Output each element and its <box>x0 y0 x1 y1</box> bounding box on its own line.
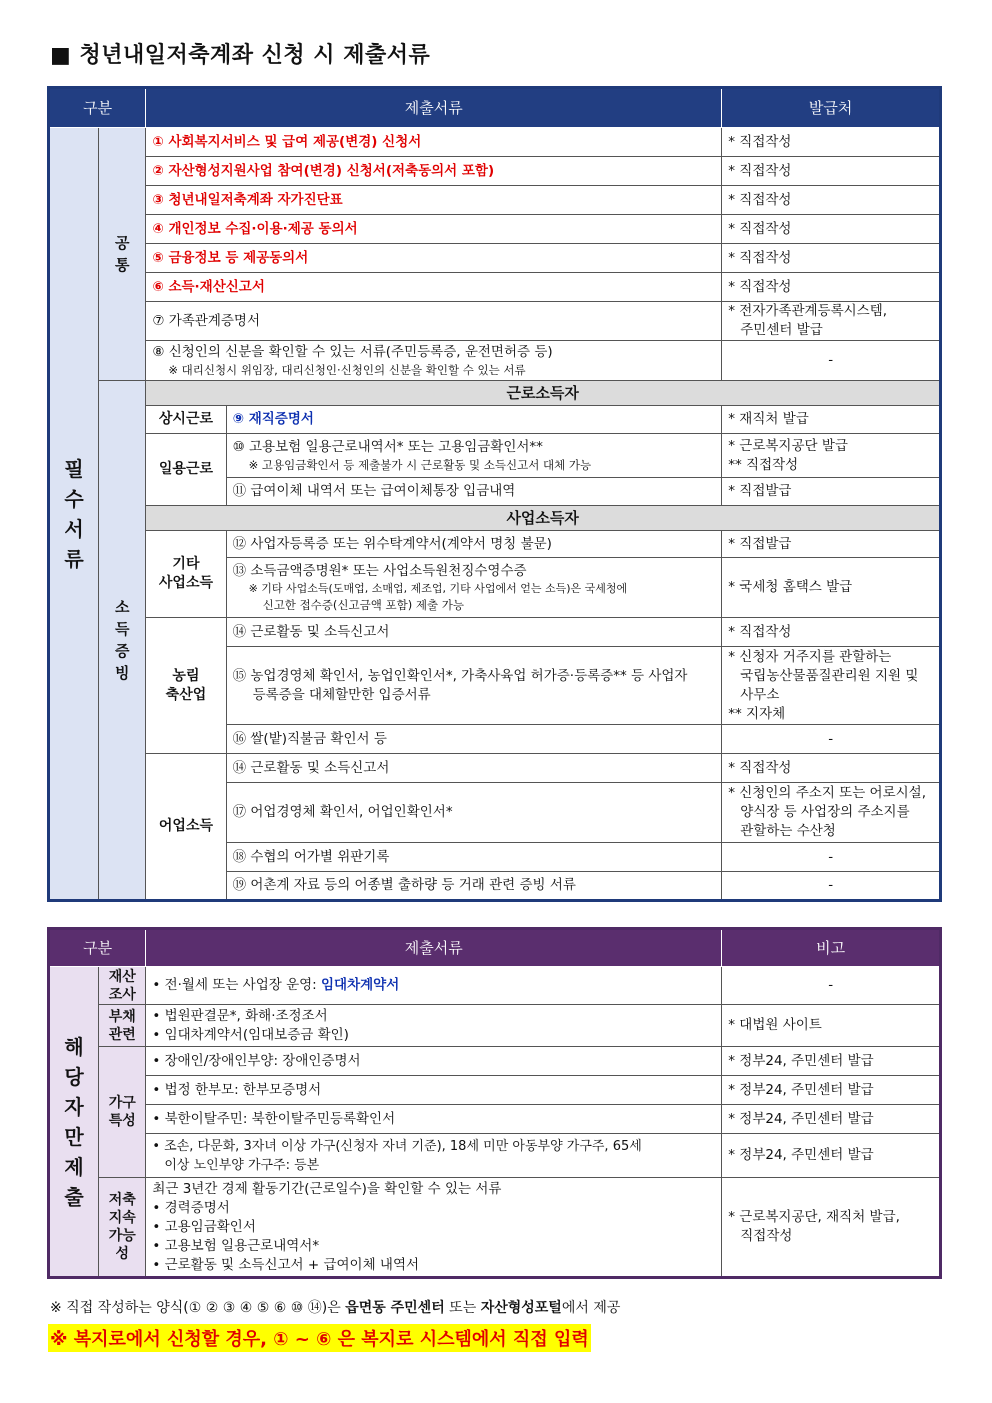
note-cell: * 정부24, 주민센터 발급 <box>722 1047 941 1076</box>
table-header-row <box>49 88 941 128</box>
category-applicable-only: 해당자만 제출 <box>49 967 99 1278</box>
issuer-cell: * 신청자 거주지를 관할하는 국립농산물품질관리원 지원 및 사무소 ** 지자체 <box>722 647 941 725</box>
note-cell: * 대법원 사이트 <box>722 1005 941 1047</box>
doc-cell: ⑩ 고용보험 일용근로내역서* 또는 고용임금확인서** ※ 고용임금확인서 등 제출불가 시 근로활동 및 소득신고서 대체 가능 <box>226 434 722 478</box>
issuer-cell: * 직접작성 <box>722 157 941 186</box>
required-documents-table <box>47 86 942 902</box>
col-header-documents: 제출서류 <box>146 929 722 967</box>
table-row <box>49 302 941 341</box>
col-header-category: 구분 <box>49 929 146 967</box>
doc-cell: • 전·월세 또는 사업장 운영: 임대차계약서 <box>146 967 722 1005</box>
issuer-cell: * 전자가족관계등록시스템, 주민센터 발급 <box>722 302 941 341</box>
doc-cell: ⑪ 급여이체 내역서 또는 급여이체통장 입금내역 <box>226 478 722 506</box>
note-cell: * 정부24, 주민센터 발급 <box>722 1134 941 1178</box>
doc-cell: ⑬ 소득금액증명원* 또는 사업소득원천징수영수증 ※ 기타 사업소득(도매업, 소매업, 제조업, 기타 사업에서 얻는 소득)은 국세청에 신고한 접수증(신고금액 포함) 제출 가능 <box>226 558 722 618</box>
table-row <box>49 406 941 434</box>
doc-cell: ⑫ 사업자등록증 또는 위수탁계약서(계약서 명칭 불문) <box>226 531 722 558</box>
page-title: ■ 청년내일저축계좌 신청 시 제출서류 <box>50 43 431 68</box>
doc-cell: • 장애인/장애인부양: 장애인증명서 <box>146 1047 722 1076</box>
band-business-earner: 사업소득자 <box>146 506 941 531</box>
doc-cell: • 조손, 다문화, 3자녀 이상 가구(신청자 자녀 기준), 18세 미만 아동부양 가구주, 65세 이상 노인부양 가구주: 등본 <box>146 1134 722 1178</box>
sub-fishery: 어업소득 <box>146 754 226 901</box>
note-cell: * 근로복지공단, 재직처 발급, 직접작성 <box>722 1178 941 1278</box>
doc-cell: ⑱ 수협의 어가별 위판기록 <box>226 843 722 872</box>
doc-cell: ⑲ 어촌계 자료 등의 어종별 출하량 등 거래 관련 증빙 서류 <box>226 872 722 901</box>
table-row <box>49 128 941 157</box>
issuer-cell: * 근로복지공단 발급 ** 직접작성 <box>722 434 941 478</box>
doc-cell: ⑯ 쌀(밭)직불금 확인서 등 <box>226 725 722 754</box>
table-row <box>49 967 941 1005</box>
col-header-issuer: 발급처 <box>722 88 941 128</box>
table-row <box>49 186 941 215</box>
table-row <box>49 341 941 381</box>
doc-cell: ⑰ 어업경영체 확인서, 어업인확인서* <box>226 783 722 843</box>
doc-cell: ② 자산형성지원사업 참여(변경) 신청서(저축동의서 포함) <box>146 157 722 186</box>
issuer-cell: - <box>722 843 941 872</box>
issuer-cell: - <box>722 725 941 754</box>
issuer-cell: * 직접작성 <box>722 618 941 647</box>
table-row <box>49 215 941 244</box>
issuer-cell: * 직접작성 <box>722 244 941 273</box>
col-header-documents: 제출서류 <box>146 88 722 128</box>
doc-cell: ① 사회복지서비스 및 급여 제공(변경) 신청서 <box>146 128 722 157</box>
band-wage-earner: 근로소득자 <box>146 381 941 406</box>
table-row <box>49 157 941 186</box>
note-cell: * 정부24, 주민센터 발급 <box>722 1105 941 1134</box>
issuer-cell: * 신청인의 주소지 또는 어로시설, 양식장 등 사업장의 주소지를 관할하는 수산청 <box>722 783 941 843</box>
category-income-proof: 소득증빙 <box>99 381 146 901</box>
sub-debt: 부채관련 <box>99 1005 146 1047</box>
issuer-cell: * 재직처 발급 <box>722 406 941 434</box>
doc-cell: ⑧ 신청인의 신분을 확인할 수 있는 서류(주민등록증, 운전면허증 등) ※ 대리신청시 위임장, 대리신청인·신청인의 신분을 확인할 수 있는 서류 <box>146 341 722 381</box>
issuer-cell: * 직접발급 <box>722 478 941 506</box>
table-row <box>49 618 941 647</box>
conditional-documents-table <box>47 927 942 1279</box>
doc-cell: • 법원판결문*, 화해·조정조서 • 임대차계약서(임대보증금 확인) <box>146 1005 722 1047</box>
sub-savings-sustainability: 저축지속가능성 <box>99 1178 146 1278</box>
issuer-cell: - <box>722 872 941 901</box>
doc-cell: 최근 3년간 경제 활동기간(근로일수)을 확인할 수 있는 서류 • 경력증명서 • 고용임금확인서 • 고용보험 일용근로내역서* • 근로활동 및 소득신고서 + 급여이체 내역서 <box>146 1178 722 1278</box>
table-row <box>49 434 941 478</box>
doc-cell: ⑤ 금융정보 등 제공동의서 <box>146 244 722 273</box>
table-row <box>49 1134 941 1178</box>
section-band <box>49 506 941 531</box>
doc-cell: • 법정 한부모: 한부모증명서 <box>146 1076 722 1105</box>
col-header-remarks: 비고 <box>722 929 941 967</box>
doc-cell: ⑨ 재직증명서 <box>226 406 722 434</box>
table-row <box>49 1047 941 1076</box>
note-cell: - <box>722 967 941 1005</box>
table-row <box>49 273 941 302</box>
category-common: 공통 <box>99 128 146 381</box>
table-row <box>49 1076 941 1105</box>
table-row <box>49 531 941 558</box>
doc-cell: • 북한이탈주민: 북한이탈주민등록확인서 <box>146 1105 722 1134</box>
issuer-cell: * 직접작성 <box>722 754 941 783</box>
sub-other-business: 기타 사업소득 <box>146 531 226 618</box>
doc-cell: ⑮ 농업경영체 확인서, 농업인확인서*, 가축사육업 허가증·등록증** 등 사업자 등록증을 대체할만한 입증서류 <box>226 647 722 725</box>
doc-cell: ⑥ 소득·재산신고서 <box>146 273 722 302</box>
note-cell: * 정부24, 주민센터 발급 <box>722 1076 941 1105</box>
doc-cell: ③ 청년내일저축계좌 자가진단표 <box>146 186 722 215</box>
doc-cell: ⑭ 근로활동 및 소득신고서 <box>226 618 722 647</box>
category-required: 필수서류 <box>49 128 99 901</box>
issuer-cell: * 직접발급 <box>722 531 941 558</box>
doc-cell: ④ 개인정보 수집·이용·제공 동의서 <box>146 215 722 244</box>
sub-agri-livestock: 농림 축산업 <box>146 618 226 754</box>
table-row <box>49 1005 941 1047</box>
section-band <box>49 381 941 406</box>
issuer-cell: - <box>722 341 941 381</box>
issuer-cell: * 직접작성 <box>722 128 941 157</box>
table-row <box>49 754 941 783</box>
sub-daily-work: 일용근로 <box>146 434 226 506</box>
table-row <box>49 1178 941 1278</box>
sub-regular-work: 상시근로 <box>146 406 226 434</box>
doc-cell: ⑭ 근로활동 및 소득신고서 <box>226 754 722 783</box>
doc-cell: ⑦ 가족관계증명서 <box>146 302 722 341</box>
table-row <box>49 1105 941 1134</box>
issuer-cell: * 직접작성 <box>722 186 941 215</box>
issuer-cell: * 직접작성 <box>722 273 941 302</box>
footnote-forms: ※ 직접 작성하는 양식(① ② ③ ④ ⑤ ⑥ ⑩ ⑭)은 읍면동 주민센터 또는 자산형성포털에서 제공 <box>50 1300 621 1316</box>
table-header-row <box>49 929 941 967</box>
col-header-category: 구분 <box>49 88 146 128</box>
sub-asset-survey: 재산조사 <box>99 967 146 1005</box>
sub-household: 가구특성 <box>99 1047 146 1178</box>
issuer-cell: * 국세청 홈택스 발급 <box>722 558 941 618</box>
footnote-bokjiro-highlight: ※ 복지로에서 신청할 경우, ① ~ ⑥ 은 복지로 시스템에서 직접 입력 <box>48 1324 591 1352</box>
issuer-cell: * 직접작성 <box>722 215 941 244</box>
table-row <box>49 244 941 273</box>
